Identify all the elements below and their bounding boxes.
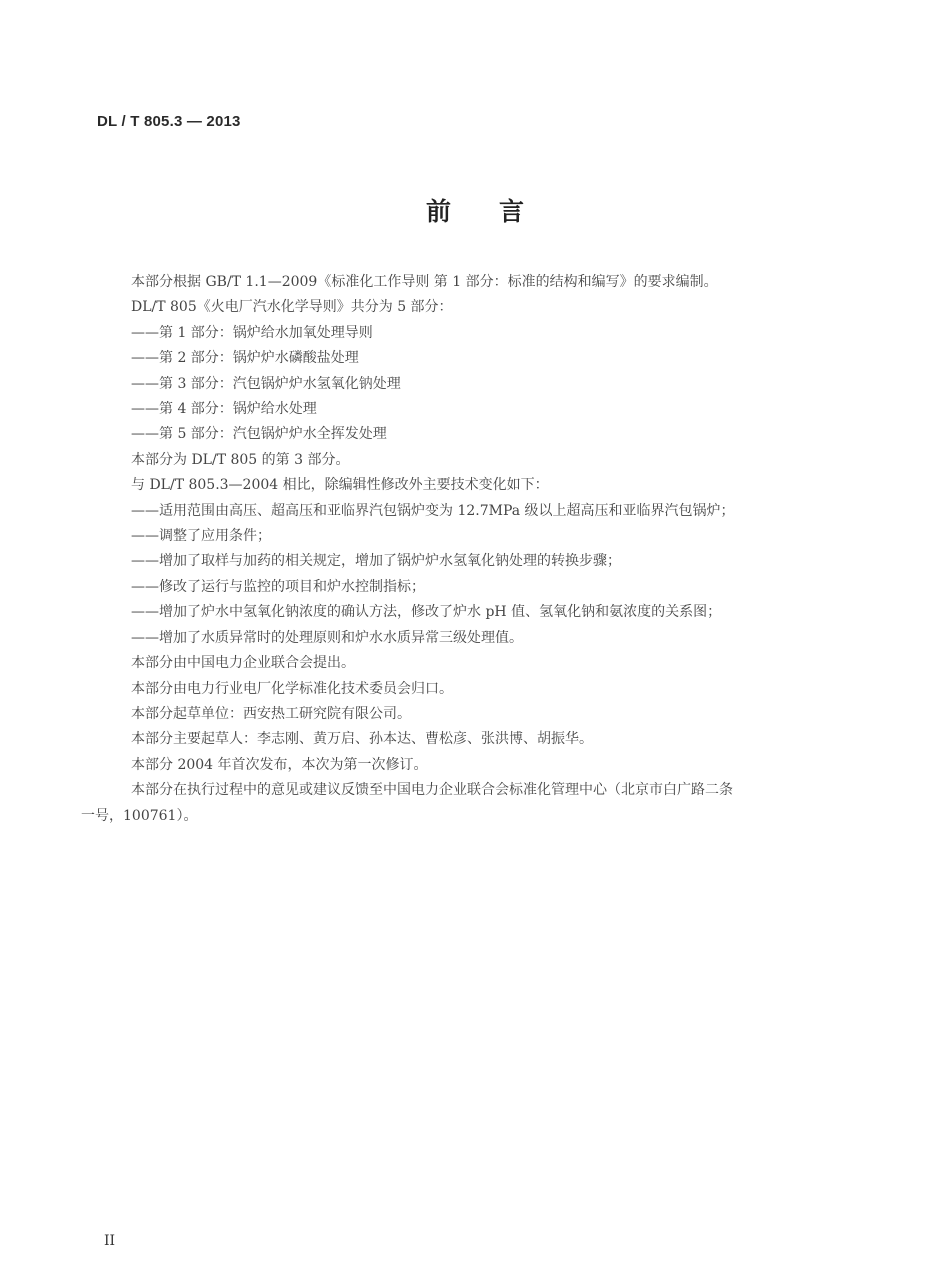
paragraph: 本部分 2004 年首次发布，本次为第一次修订。 — [131, 756, 428, 773]
page-title: 前言 — [425, 197, 572, 226]
list-item: ——第 3 部分：汽包锅炉炉水氢氧化钠处理 — [131, 375, 401, 392]
list-item: ——适用范围由高压、超高压和亚临界汽包锅炉变为 12.7MPa 级以上超高压和亚临界汽包锅炉； — [131, 502, 735, 519]
page-number: II — [104, 1233, 116, 1249]
paragraph: 本部分由电力行业电厂化学标准化技术委员会归口。 — [131, 680, 453, 697]
paragraph: 本部分起草单位：西安热工研究院有限公司。 — [131, 705, 411, 722]
paragraph: 本部分由中国电力企业联合会提出。 — [131, 655, 355, 672]
list-item: ——第 1 部分：锅炉给水加氧处理导则 — [131, 324, 373, 341]
document-code-header: DL / T 805.3 — 2013 — [97, 113, 241, 130]
paragraph: 本部分主要起草人：李志刚、黄万启、孙本达、曹松彦、张洪博、胡振华。 — [131, 731, 593, 748]
list-item: ——第 5 部分：汽包锅炉炉水全挥发处理 — [131, 426, 387, 443]
feedback-line-1: 本部分在执行过程中的意见或建议反馈至中国电力企业联合会标准化管理中心（北京市白广路二条 — [131, 782, 733, 799]
list-item: ——增加了取样与加药的相关规定，增加了锅炉炉水氢氧化钠处理的转换步骤； — [131, 553, 621, 570]
paragraph: 本部分为 DL/T 805 的第 3 部分。 — [131, 451, 350, 468]
list-item: ——增加了炉水中氢氧化钠浓度的确认方法，修改了炉水 pH 值、氢氧化钠和氨浓度的关系图； — [131, 604, 722, 621]
paragraph: 与 DL/T 805.3—2004 相比，除编辑性修改外主要技术变化如下： — [131, 477, 549, 494]
feedback-paragraph — [81, 778, 875, 829]
foreword-body — [81, 270, 875, 829]
list-item: ——调整了应用条件； — [131, 528, 271, 545]
paragraph: 本部分根据 GB/T 1.1—2009《标准化工作导则 第 1 部分：标准的结构和编写》的要求编制。 — [131, 274, 718, 290]
list-item: ——修改了运行与监控的项目和炉水控制指标； — [131, 578, 425, 595]
paragraph: DL/T 805《火电厂汽水化学导则》共分为 5 部分： — [131, 299, 453, 316]
list-item: ——第 4 部分：锅炉给水处理 — [131, 401, 317, 418]
feedback-line-2: 一号，100761）。 — [81, 807, 198, 824]
list-item: ——第 2 部分：锅炉炉水磷酸盐处理 — [131, 350, 359, 367]
list-item: ——增加了水质异常时的处理原则和炉水水质异常三级处理值。 — [131, 629, 523, 646]
